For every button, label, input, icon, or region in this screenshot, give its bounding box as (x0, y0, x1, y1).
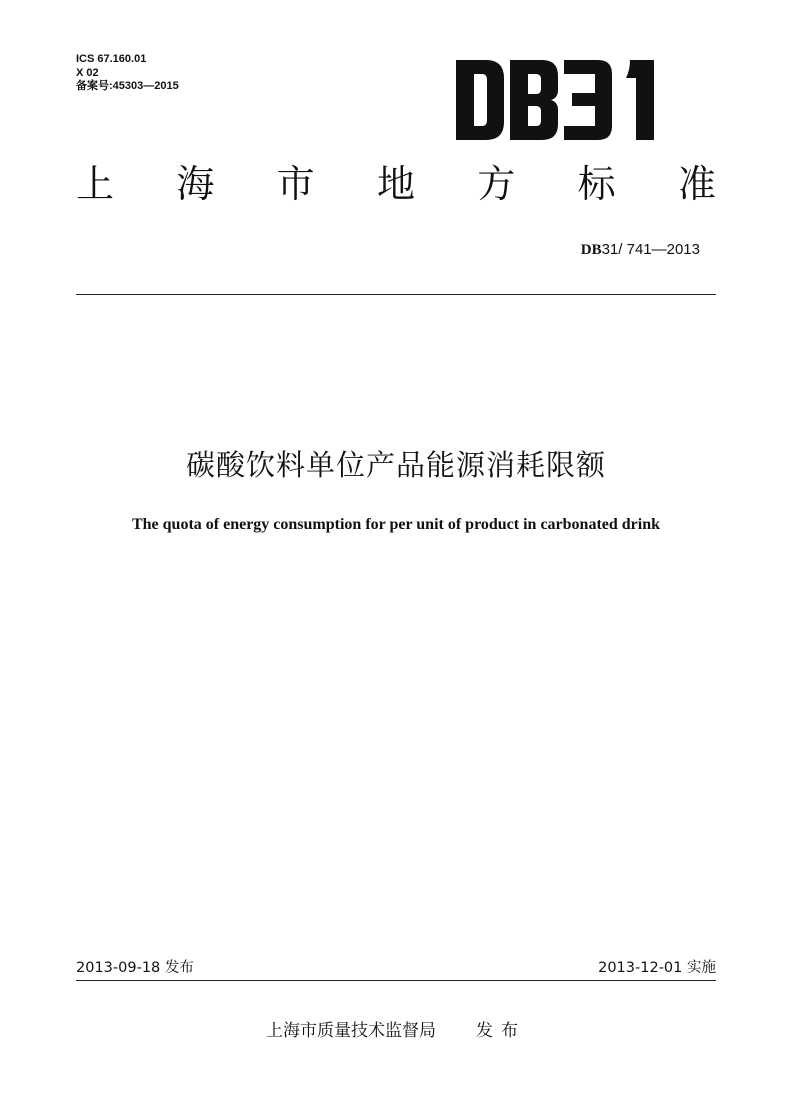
publisher-name: 上海市质量技术监督局 (266, 1021, 436, 1041)
title-english: The quota of energy consumption for per unit of product in carbonated drink (131, 516, 661, 533)
standard-number-prefix: DB (580, 242, 602, 258)
standard-number-rest: 31/ 741—2013 (601, 241, 700, 258)
classification-code: X 02 (76, 66, 99, 79)
standard-type-char: 标 (577, 162, 616, 206)
implementation-date: 2013-12-01 实施 (598, 960, 716, 976)
standard-type-char: 方 (477, 162, 516, 206)
standard-type-char: 上 (76, 162, 115, 206)
issue-date: 2013-09-18 发布 (76, 960, 194, 976)
standard-type-heading (76, 160, 716, 208)
publisher-action: 发布 (476, 1021, 526, 1041)
bottom-divider (76, 980, 716, 981)
header-metadata (76, 53, 179, 94)
db31-logo (452, 56, 674, 144)
standard-number (581, 240, 700, 260)
standard-type-char: 市 (276, 162, 315, 206)
ics-code: ICS 67.160.01 (76, 53, 147, 65)
standard-type-char: 海 (176, 162, 215, 206)
publisher-line (0, 1020, 792, 1042)
top-divider (76, 294, 716, 295)
title-chinese: 碳酸饮料单位产品能源消耗限额 (185, 448, 606, 482)
standard-type-char: 地 (376, 162, 415, 206)
record-number: 备案号:45303—2015 (76, 80, 179, 92)
standard-type-char: 准 (677, 162, 716, 206)
